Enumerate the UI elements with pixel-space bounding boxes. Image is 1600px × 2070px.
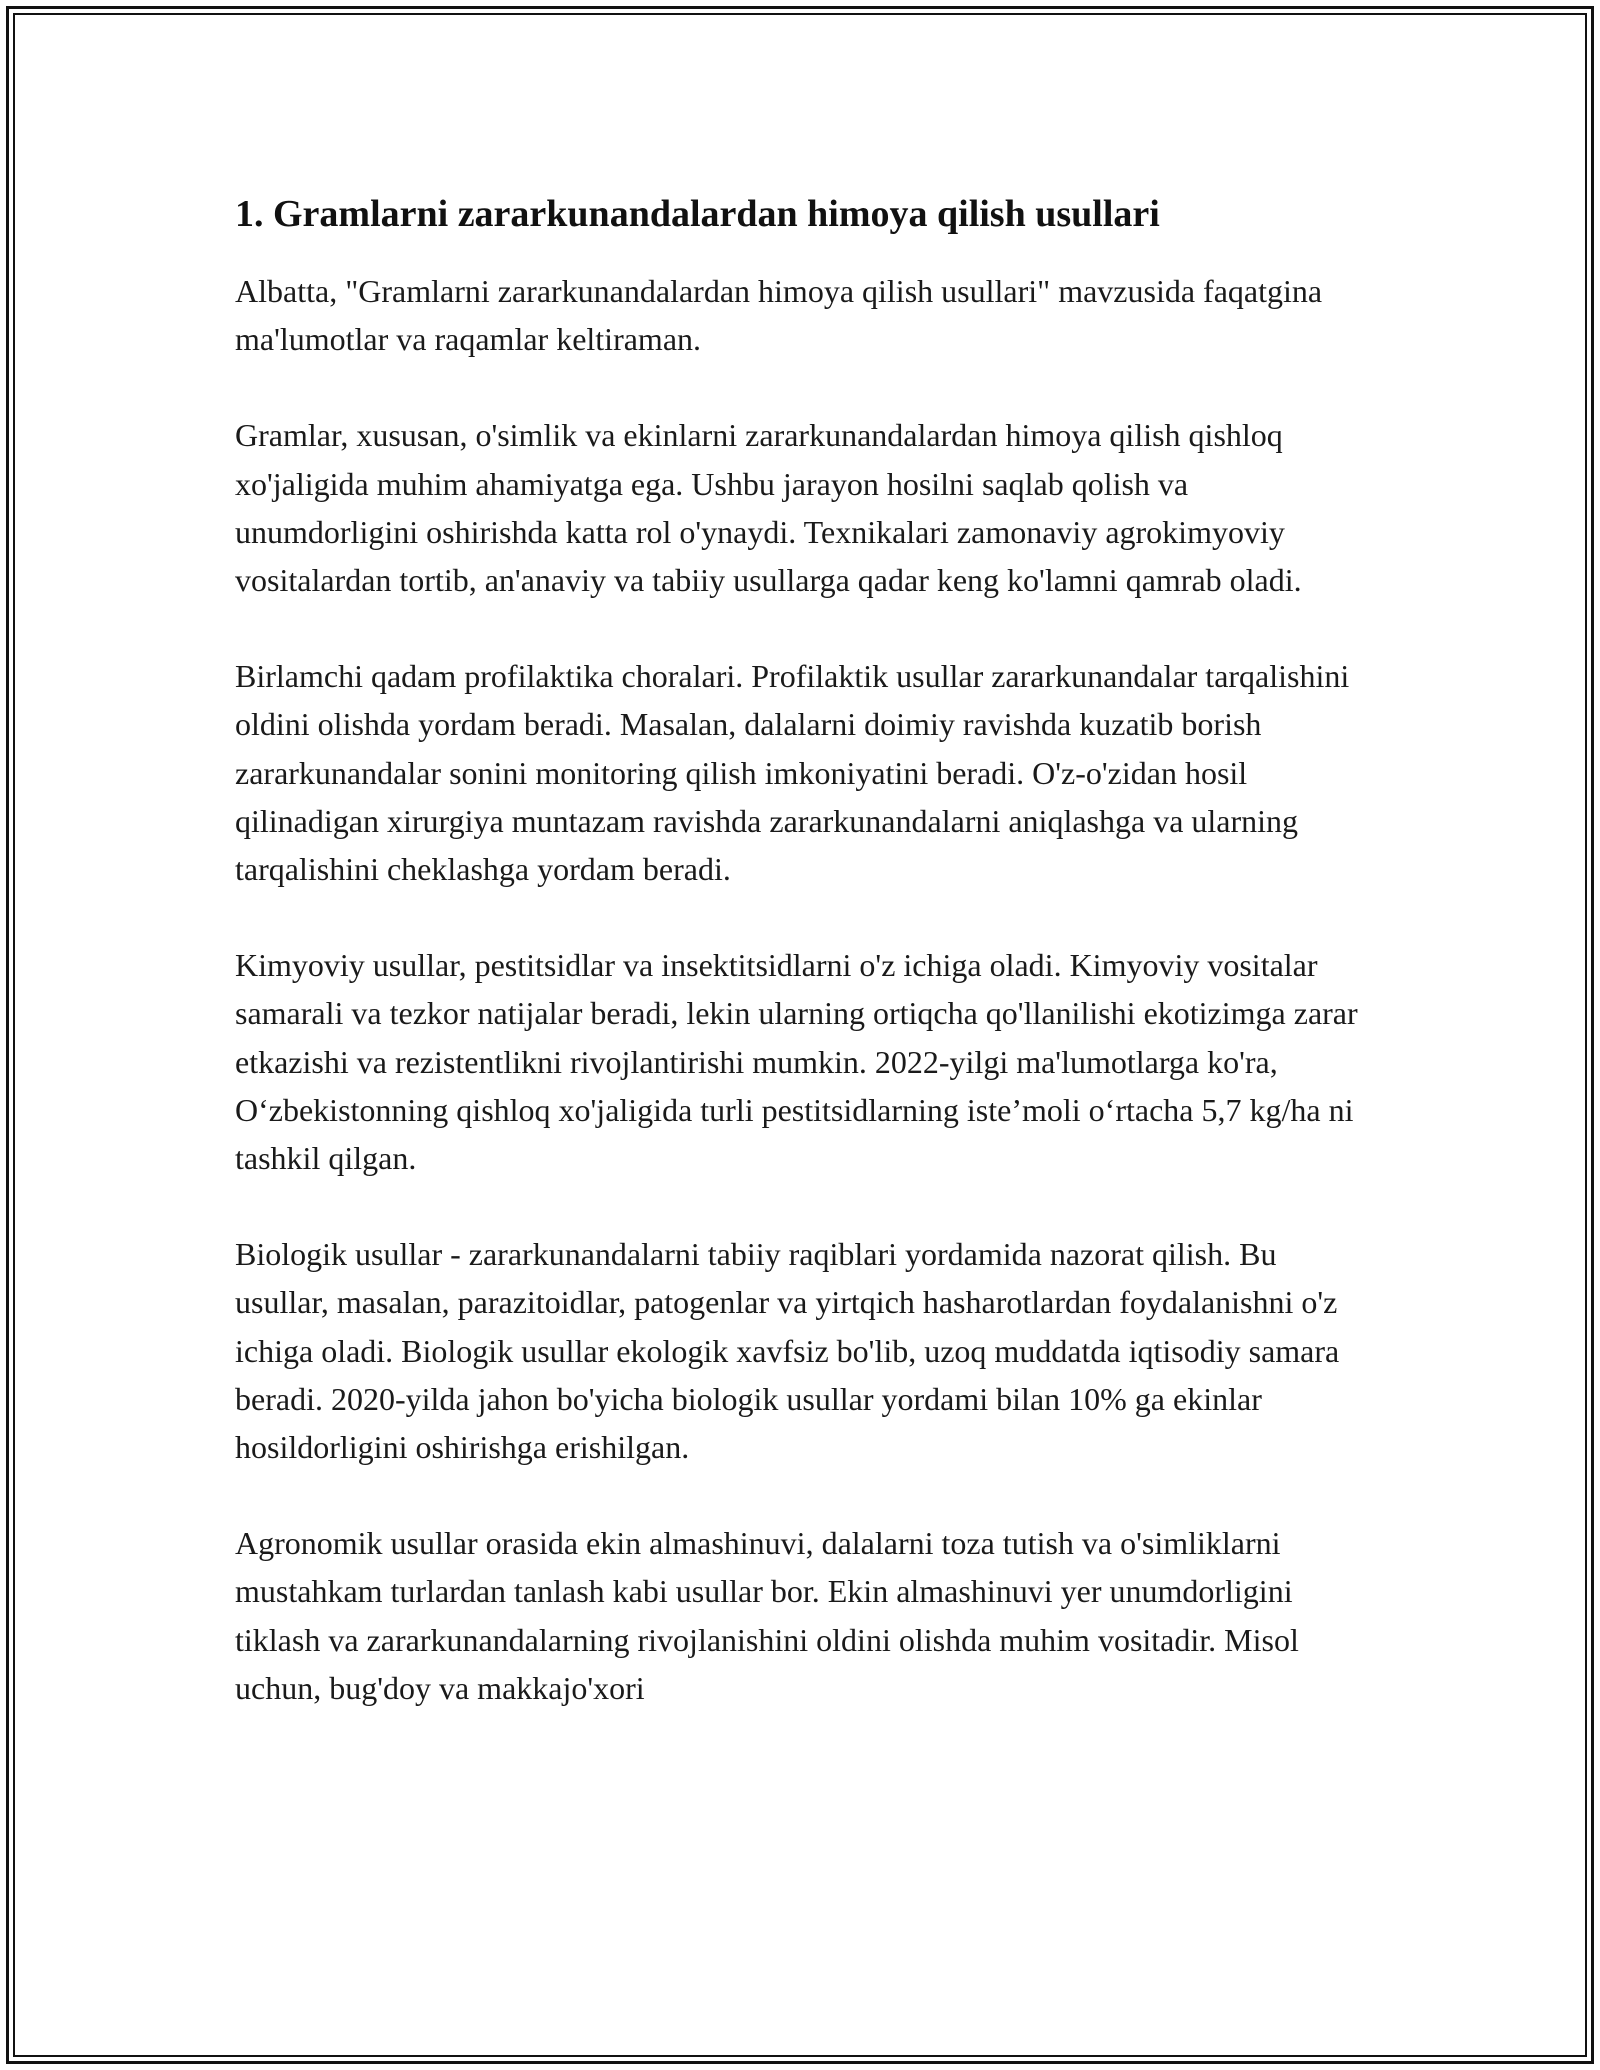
- paragraph-overview: Gramlar, xususan, o'simlik va ekinlarni zararkunandalardan himoya qilish qishloq xo'jaligida muhim ahamiyatga ega. Ushbu jarayon hosilni saqlab qolish va unumdorligini oshirishda katta rol o'ynaydi. Texnikalari zamonaviy agrokimyoviy vositalardan tortib, an'anaviy va tabiiy usullarga qadar keng ko'lamni qamrab oladi.: [235, 417, 1302, 599]
- paragraph-agronomic-methods: Agronomik usullar orasida ekin almashinuvi, dalalarni toza tutish va o'simliklarni mustahkam turlardan tanlash kabi usullar bor. Ekin almashinuvi yer unumdorligini tiklash va zararkunandalarning rivojlanishini oldini olishda muhim vositadir. Misol uchun, bug'doy va makkajo'xori: [235, 1525, 1299, 1706]
- document-body: [235, 187, 1375, 1760]
- paragraph-intro: Albatta, "Gramlarni zararkunandalardan himoya qilish usullari" mavzusida faqatgina ma'lumotlar va raqamlar keltiraman.: [235, 273, 1323, 358]
- paragraph-biological-methods: Biologik usullar - zararkunandalarni tabiiy raqiblari yordamida nazorat qilish. Bu usullar, masalan, parazitoidlar, patogenlar va yirtqich hasharotlardan foydalanishni o'z ichiga oladi. Biologik usullar ekologik xavfsiz bo'lib, uzoq muddatda iqtisodiy samara beradi. 2020-yilda jahon bo'yicha biologik usullar yordami bilan 10% ga ekinlar hosildorligini oshirishga erishilgan.: [235, 1236, 1340, 1466]
- paragraph-preventive-methods: Birlamchi qadam profilaktika choralari. Profilaktik usullar zararkunandalar tarqalishini oldini olishda yordam beradi. Masalan, dalalarni doimiy ravishda kuzatib borish zararkunandalar sonini monitoring qilish imkoniyatini beradi. O'z-o'zidan hosil qilinadigan xirurgiya muntazam ravishda zararkunandalarni aniqlashga va ularning tarqalishini cheklashga yordam beradi.: [235, 658, 1350, 888]
- section-heading: 1. Gramlarni zararkunandalardan himoya qilish usullari: [235, 193, 1160, 235]
- paragraph-chemical-methods: Kimyoviy usullar, pestitsidlar va insektitsidlarni o'z ichiga oladi. Kimyoviy vositalar samarali va tezkor natijalar beradi, lekin ularning ortiqcha qo'llanilishi ekotizimga zarar etkazishi va rezistentlikni rivojlantirishi mumkin. 2022-yilgi ma'lumotlarga ko'ra, O‘zbekistonning qishloq xo'jaligida turli pestitsidlarning iste’moli o‘rtacha 5,7 kg/ha ni tashkil qilgan.: [235, 947, 1358, 1177]
